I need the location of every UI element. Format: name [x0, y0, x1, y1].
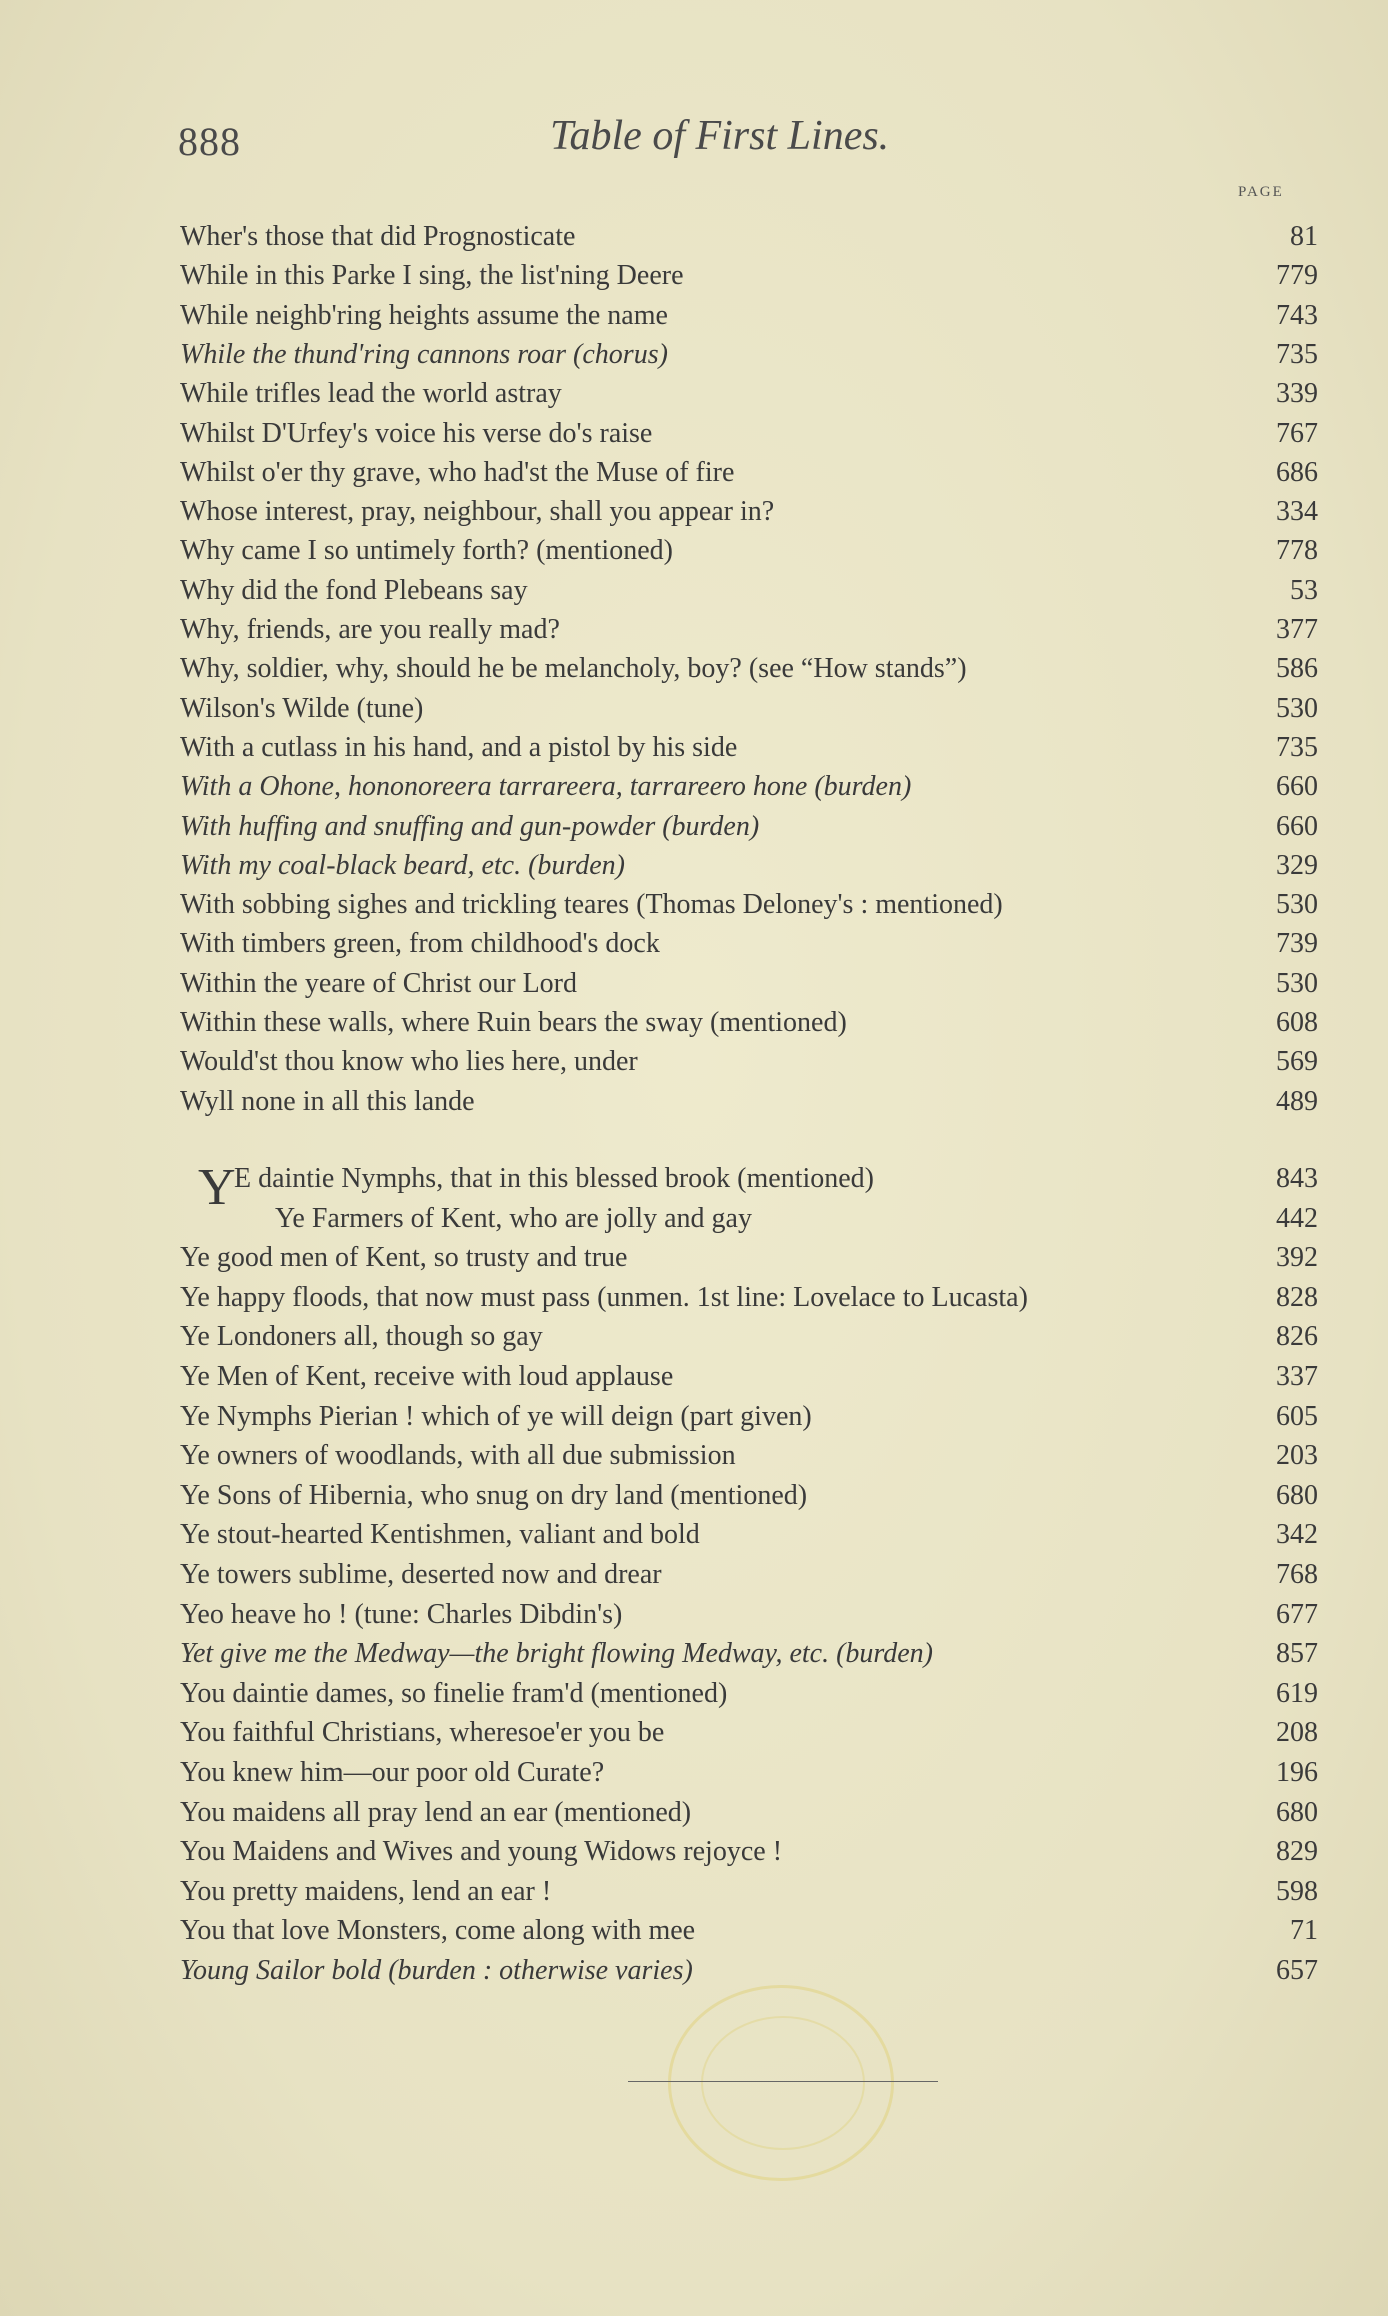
- first-line-entry: [180, 1398, 1318, 1436]
- page-reference: 739: [1276, 928, 1318, 960]
- page-reference: 826: [1276, 1321, 1318, 1353]
- first-line-text: Ye towers sublime, deserted now and drear: [180, 1559, 662, 1590]
- first-line-text: Ye Londoners all, though so gay: [180, 1321, 543, 1353]
- first-line-entry: [180, 1873, 1318, 1911]
- first-line-text: Why, soldier, why, should he be melancholy, boy? (see “How stands”): [180, 653, 967, 685]
- page-reference: 442: [1276, 1202, 1318, 1234]
- page-reference: 743: [1276, 299, 1318, 331]
- first-line-text: You that love Monsters, come along with mee: [180, 1915, 696, 1947]
- first-line-entry: [180, 925, 1318, 963]
- page-reference: 81: [1290, 221, 1318, 252]
- first-line-text: Within these walls, where Ruin bears the sway (mentioned): [180, 1007, 847, 1038]
- first-line-text: Wilson's Wilde (tune): [180, 692, 424, 724]
- first-line-text: E daintie Nymphs, that in this blessed brook (mentioned): [234, 1163, 875, 1194]
- first-line-text: Ye owners of woodlands, with all due submission: [180, 1440, 736, 1472]
- first-line-text: Ye stout-hearted Kentishmen, valiant and bold: [180, 1519, 700, 1551]
- first-line-entry: [180, 1556, 1318, 1594]
- running-head: Table of First Lines.: [550, 113, 890, 159]
- first-line-entry: [180, 1794, 1318, 1832]
- page-reference: 677: [1276, 1598, 1318, 1630]
- page-reference: 779: [1276, 260, 1318, 292]
- first-line-entry: [180, 1318, 1318, 1356]
- page-reference: 660: [1276, 771, 1318, 803]
- first-line-text: Wyll none in all this lande: [180, 1085, 475, 1117]
- page-reference: 598: [1276, 1875, 1318, 1907]
- first-line-entry: [180, 847, 1318, 885]
- page-reference: 843: [1276, 1163, 1318, 1194]
- first-line-text: Why came I so untimely forth? (mentioned): [180, 535, 673, 567]
- first-line-text: Ye Sons of Hibernia, who snug on dry land (mentioned): [180, 1479, 808, 1511]
- first-line-entry: [180, 886, 1318, 924]
- first-line-entry: [180, 1004, 1318, 1042]
- first-line-entry: [180, 1596, 1318, 1634]
- first-line-entry: [180, 1083, 1318, 1121]
- first-line-text: While neighb'ring heights assume the name: [180, 299, 668, 331]
- first-line-text: Why, friends, are you really mad?: [180, 614, 560, 645]
- page-reference: 530: [1276, 692, 1318, 724]
- page-reference: 828: [1276, 1281, 1318, 1313]
- page-reference: 768: [1276, 1559, 1318, 1590]
- first-line-entry: [180, 1477, 1318, 1515]
- first-line-entry: [180, 650, 1318, 688]
- first-line-text: While trifles lead the world astray: [180, 378, 562, 410]
- first-line-entry: [180, 1437, 1318, 1475]
- page-reference: 829: [1276, 1836, 1318, 1868]
- first-line-entry: [180, 1239, 1318, 1277]
- first-line-entry: [180, 1635, 1318, 1673]
- first-line-entry: [180, 808, 1318, 846]
- page-reference: 735: [1276, 338, 1318, 370]
- page-reference: 339: [1276, 378, 1318, 410]
- first-line-entry: [180, 415, 1318, 453]
- page-reference: 377: [1276, 614, 1318, 645]
- first-line-text: Yet give me the Medway—the bright flowing Medway, etc. (burden): [180, 1638, 934, 1670]
- first-line-entry: [180, 1952, 1318, 1990]
- first-line-entry: [180, 729, 1318, 767]
- first-line-entry: [180, 1160, 1318, 1198]
- page-reference: 680: [1276, 1479, 1318, 1511]
- first-line-text: You maidens all pray lend an ear (mentioned): [180, 1796, 692, 1828]
- first-line-text: With a Ohone, hononoreera tarrareera, tarrareero hone (burden): [180, 771, 912, 803]
- first-line-text: Ye Farmers of Kent, who are jolly and gay: [275, 1202, 752, 1234]
- page-reference: 530: [1276, 967, 1318, 999]
- page-reference: 778: [1276, 535, 1318, 567]
- page-reference: 203: [1276, 1440, 1318, 1472]
- first-line-entry: [180, 1200, 1318, 1238]
- end-rule: [628, 2081, 938, 2082]
- first-line-text: Whilst D'Urfey's voice his verse do's raise: [180, 417, 653, 449]
- first-line-text: Ye Nymphs Pierian ! which of ye will deign (part given): [180, 1400, 812, 1432]
- first-line-text: With sobbing sighes and trickling teares (Thomas Deloney's : mentioned): [180, 889, 1003, 921]
- first-line-entry: [180, 1754, 1318, 1792]
- page-reference: 660: [1276, 810, 1318, 842]
- first-line-entry: [180, 768, 1318, 806]
- first-line-text: You pretty maidens, lend an ear !: [180, 1875, 552, 1907]
- first-line-entry: [180, 454, 1318, 492]
- first-line-entry: [180, 375, 1318, 413]
- page-reference: 619: [1276, 1677, 1318, 1709]
- page-reference: 686: [1276, 456, 1318, 488]
- page-reference: 329: [1276, 849, 1318, 881]
- page-reference: 586: [1276, 653, 1318, 685]
- first-line-text: Wher's those that did Prognosticate: [180, 221, 576, 252]
- first-line-entry: [180, 1358, 1318, 1396]
- first-line-text: Why did the fond Plebeans say: [180, 574, 528, 606]
- first-line-text: You daintie dames, so finelie fram'd (mentioned): [180, 1677, 728, 1709]
- page-reference: 605: [1276, 1400, 1318, 1432]
- page-reference: 53: [1290, 574, 1318, 606]
- page-reference: 337: [1276, 1361, 1318, 1392]
- first-line-text: Yeo heave ho ! (tune: Charles Dibdin's): [180, 1598, 623, 1630]
- page-reference: 334: [1276, 496, 1318, 528]
- first-line-entry: [180, 493, 1318, 531]
- page-reference: 392: [1276, 1242, 1318, 1274]
- first-line-text: Within the yeare of Christ our Lord: [180, 967, 577, 999]
- page-reference: 208: [1276, 1717, 1318, 1749]
- first-line-text: With a cutlass in his hand, and a pistol by his side: [180, 731, 738, 763]
- page-number: 888: [178, 119, 241, 164]
- first-line-entry: [180, 1912, 1318, 1950]
- page-reference: 569: [1276, 1046, 1318, 1078]
- first-line-entry: [180, 1675, 1318, 1713]
- first-line-text: While in this Parke I sing, the list'ning Deere: [180, 260, 684, 292]
- page-reference: 489: [1276, 1085, 1318, 1117]
- page-reference: 71: [1290, 1915, 1318, 1947]
- page-reference: 657: [1276, 1955, 1318, 1986]
- library-stamp: [668, 1985, 894, 2181]
- first-line-entry: [180, 1043, 1318, 1081]
- first-line-entry: [180, 965, 1318, 1003]
- first-line-text: You faithful Christians, wheresoe'er you be: [180, 1717, 665, 1749]
- page-reference: 196: [1276, 1757, 1318, 1788]
- first-line-text: Whilst o'er thy grave, who had'st the Muse of fire: [180, 456, 735, 488]
- page-reference: 735: [1276, 731, 1318, 763]
- first-line-entry: [180, 1516, 1318, 1554]
- first-line-entry: [180, 218, 1318, 256]
- first-line-text: With timbers green, from childhood's dock: [180, 928, 660, 960]
- page-reference: 767: [1276, 417, 1318, 449]
- page-column-label: PAGE: [1238, 184, 1284, 200]
- page-reference: 680: [1276, 1796, 1318, 1828]
- first-line-text: Ye happy floods, that now must pass (unmen. 1st line: Lovelace to Lucasta): [180, 1281, 1028, 1313]
- first-line-entry: [180, 1833, 1318, 1871]
- first-line-text: Young Sailor bold (burden : otherwise varies): [180, 1955, 693, 1986]
- first-line-text: You knew him—our poor old Curate?: [180, 1757, 605, 1788]
- first-line-entry: [180, 572, 1318, 610]
- first-line-entry: [180, 1279, 1318, 1317]
- first-line-text: Whose interest, pray, neighbour, shall you appear in?: [180, 496, 775, 528]
- first-line-entry: [180, 690, 1318, 728]
- page-reference: 608: [1276, 1007, 1318, 1038]
- page-reference: 857: [1276, 1638, 1318, 1670]
- first-line-text: While the thund'ring cannons roar (chorus): [180, 338, 668, 370]
- first-line-text: You Maidens and Wives and young Widows rejoyce !: [180, 1836, 783, 1868]
- page-reference: 342: [1276, 1519, 1318, 1551]
- first-line-text: Ye Men of Kent, receive with loud applause: [180, 1361, 674, 1392]
- first-line-entry: [180, 257, 1318, 295]
- first-line-entry: [180, 1714, 1318, 1752]
- page-reference: 530: [1276, 889, 1318, 921]
- drop-cap: Y: [198, 1159, 236, 1216]
- first-line-entry: [180, 297, 1318, 335]
- first-line-entry: [180, 611, 1318, 649]
- first-line-entry: [180, 336, 1318, 374]
- first-line-text: Would'st thou know who lies here, under: [180, 1046, 638, 1078]
- first-line-text: With huffing and snuffing and gun-powder (burden): [180, 810, 760, 842]
- first-line-text: With my coal-black beard, etc. (burden): [180, 849, 626, 881]
- first-line-entry: [180, 532, 1318, 570]
- first-line-text: Ye good men of Kent, so trusty and true: [180, 1242, 628, 1274]
